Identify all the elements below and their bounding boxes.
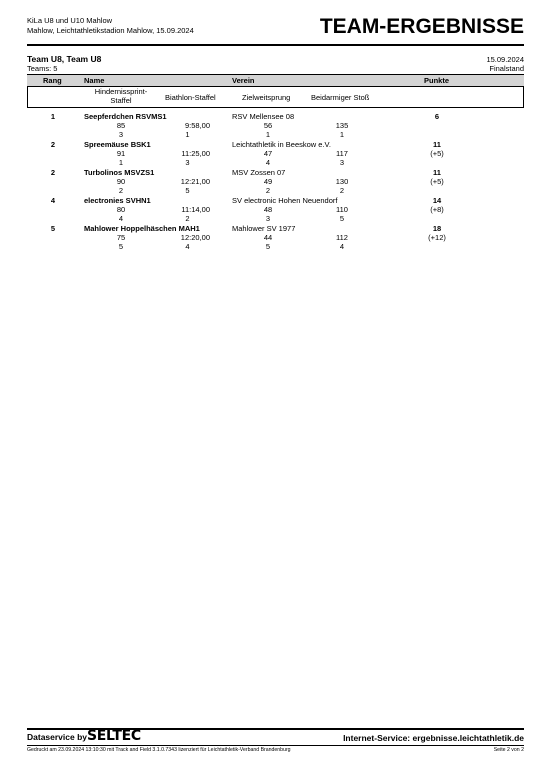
discipline-place: 4 (118, 214, 124, 223)
team-points-diff: (+12) (428, 233, 446, 242)
discipline-place: 1 (339, 130, 345, 139)
team-club: MSV Zossen 07 (232, 168, 286, 177)
team-name: Turbolinos MSVZS1 (84, 168, 155, 177)
team-points: 18 (432, 224, 442, 233)
subheader-hurdle-sprint: Hindernissprint- Staffel (94, 87, 148, 105)
discipline-place: 3 (185, 158, 190, 167)
discipline-place: 5 (265, 242, 271, 251)
discipline-value: 56 (263, 121, 273, 130)
discipline-value: 135 (335, 121, 349, 130)
discipline-place: 1 (185, 130, 190, 139)
discipline-place: 4 (265, 158, 271, 167)
team-points: 6 (434, 112, 440, 121)
subheader-two-arm-throw: Beidarmiger Stoß (311, 93, 370, 102)
team-rank: 1 (50, 112, 56, 121)
table-row (27, 224, 524, 255)
table-header-top-border (27, 74, 524, 75)
team-rank: 2 (50, 168, 56, 177)
discipline-place: 5 (339, 214, 345, 223)
header-points: Punkte (424, 76, 450, 85)
team-club: SV electronic Hohen Neuendorf (232, 196, 338, 205)
team-name: Spreemäuse BSK1 (84, 140, 151, 149)
discipline-value: 90 (116, 177, 126, 186)
team-name: Seepferdchen RSVMS1 (84, 112, 167, 121)
discipline-value: 11:25,00 (181, 149, 210, 158)
header-divider (27, 44, 524, 46)
team-rank: 5 (50, 224, 56, 233)
header-name: Name (84, 76, 105, 85)
discipline-value: 85 (116, 121, 126, 130)
team-points: 11 (433, 168, 441, 177)
discipline-value: 11:14,00 (181, 205, 210, 214)
footer-subdivider (27, 745, 524, 746)
discipline-place: 5 (185, 186, 190, 195)
team-club: Leichtathletik in Beeskow e.V. (232, 140, 331, 149)
team-points: 11 (433, 140, 441, 149)
subheader-biathlon: Biathlon-Staffel (165, 93, 216, 102)
discipline-place: 1 (118, 158, 124, 167)
discipline-value: 117 (336, 149, 348, 158)
team-rank: 4 (50, 196, 56, 205)
header-rank: Rang (43, 76, 62, 85)
team-points-diff: (+8) (430, 205, 444, 214)
team-name: electronies SVHN1 (84, 196, 151, 205)
dataservice-label: Dataservice by (27, 732, 88, 742)
discipline-place: 4 (339, 242, 345, 251)
event-location-date: Mahlow, Leichtathletikstadion Mahlow, 15.09.2024 (27, 26, 194, 35)
discipline-place: 4 (185, 242, 190, 251)
team-points-diff: (+5) (430, 177, 444, 186)
discipline-place: 2 (185, 214, 190, 223)
discipline-value: 49 (263, 177, 273, 186)
discipline-place: 5 (118, 242, 124, 251)
teams-count: Teams: 5 (27, 64, 58, 73)
discipline-value: 9:58,00 (184, 121, 210, 130)
team-points: 14 (432, 196, 442, 205)
page-number: Seite 2 von 2 (493, 747, 524, 753)
discipline-place: 3 (265, 214, 271, 223)
team-name: Mahlower Hoppelhäschen MAH1 (84, 224, 200, 233)
discipline-place: 2 (339, 186, 345, 195)
print-info: Gedruckt am 23.09.2024 13:10:30 mit Track and Field 3.1.0.7343 lizenziert für Leichtathletik-Verband Brandenburg (27, 747, 291, 753)
section-date: 15.09.2024 (486, 55, 524, 64)
table-row (27, 140, 524, 171)
team-club: Mahlower SV 1977 (232, 224, 296, 233)
discipline-place: 2 (265, 186, 271, 195)
discipline-value: 12:21,00 (180, 177, 210, 186)
header-club: Verein (232, 76, 255, 85)
document-title: TEAM-ERGEBNISSE (319, 15, 524, 38)
discipline-place: 3 (339, 158, 345, 167)
table-row (27, 112, 524, 143)
internet-service-link[interactable]: Internet-Service: ergebnisse.leichtathletik.de (343, 733, 524, 743)
discipline-value: 130 (335, 177, 349, 186)
table-row (27, 168, 524, 199)
discipline-value: 110 (336, 205, 348, 214)
discipline-value: 48 (263, 205, 273, 214)
team-points-diff: (+5) (430, 149, 444, 158)
discipline-value: 47 (263, 149, 273, 158)
discipline-value: 12:20,00 (180, 233, 210, 242)
discipline-value: 112 (336, 233, 348, 242)
discipline-place: 3 (118, 130, 124, 139)
event-name: KiLa U8 und U10 Mahlow (27, 16, 113, 25)
team-club: RSV Mellensee 08 (232, 112, 295, 121)
table-row (27, 196, 524, 227)
seltec-logo: SELTEC (87, 728, 141, 744)
section-title: Team U8, Team U8 (27, 54, 102, 64)
subheader-target-jump: Zielweitsprung (242, 93, 291, 102)
discipline-place: 2 (118, 186, 124, 195)
discipline-value: 44 (263, 233, 273, 242)
team-rank: 2 (50, 140, 56, 149)
discipline-place: 1 (265, 130, 271, 139)
discipline-value: 80 (116, 205, 126, 214)
result-status: Finalstand (489, 64, 524, 73)
discipline-value: 75 (116, 233, 126, 242)
discipline-value: 91 (116, 149, 126, 158)
